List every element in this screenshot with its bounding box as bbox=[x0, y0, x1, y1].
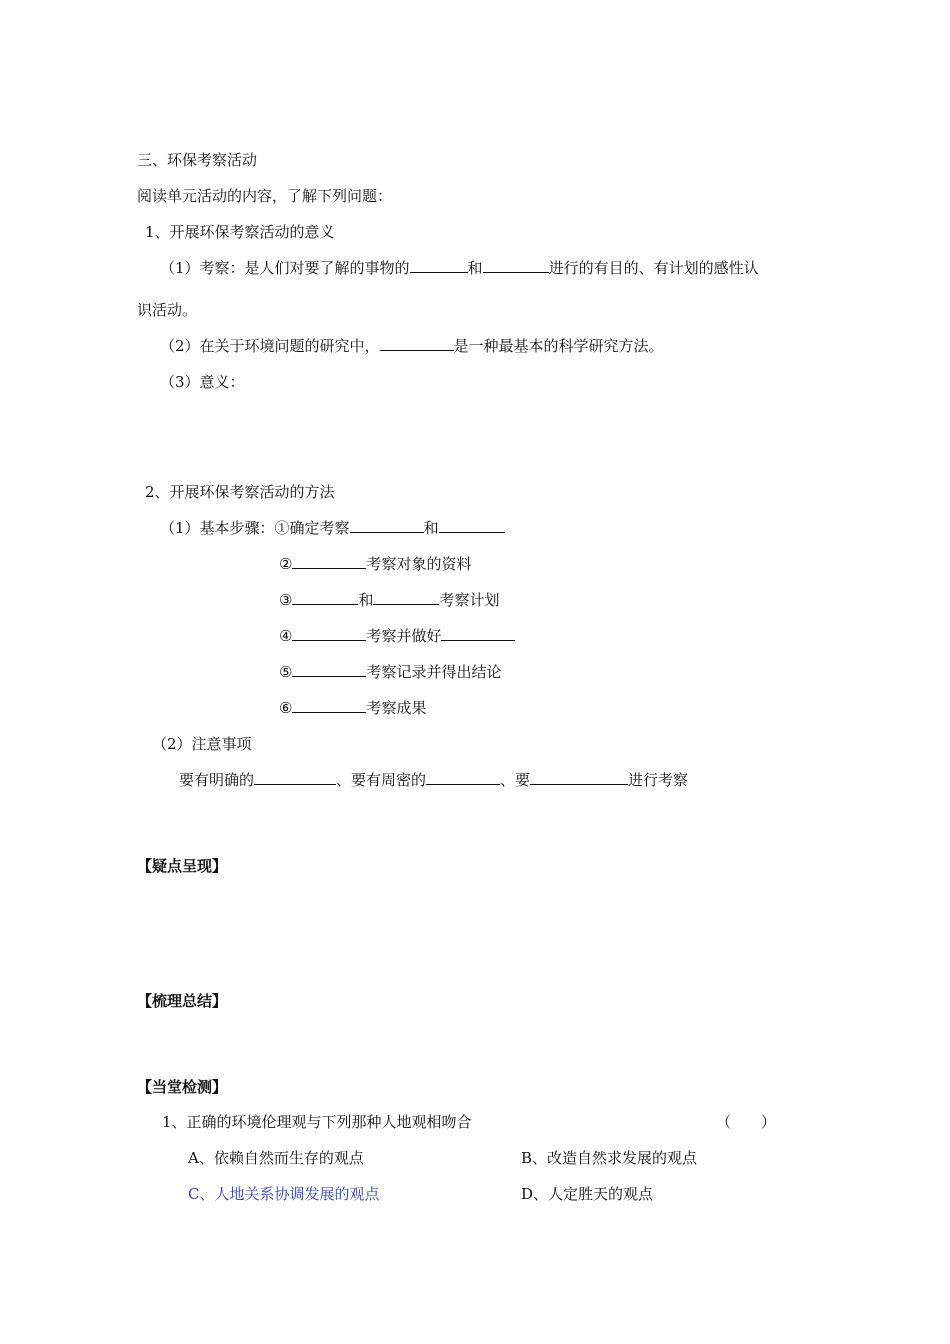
notes-label: （2）注意事项 bbox=[152, 735, 252, 753]
notes-blank-2 bbox=[426, 770, 500, 785]
item2-title: 2、开展环保考察活动的方法 bbox=[145, 483, 335, 501]
step4-blank-2 bbox=[441, 626, 515, 641]
item1-q3: （3）意义： bbox=[160, 373, 245, 391]
summary-heading: 【梳理总结】 bbox=[137, 992, 228, 1010]
q1-blank-2 bbox=[483, 258, 549, 273]
option-b: B、改造自然求发展的观点 bbox=[521, 1149, 698, 1167]
steps-label: （1）基本步骤： bbox=[160, 519, 275, 537]
intro-text: 阅读单元活动的内容，了解下列问题： bbox=[137, 187, 393, 205]
step6-num: ⑥ bbox=[279, 699, 293, 717]
notes-text-d: 进行考察 bbox=[628, 771, 689, 789]
q2-text-b: 是一种最基本的科学研究方法。 bbox=[453, 337, 664, 355]
step-4 bbox=[279, 626, 515, 646]
step6-blank bbox=[292, 698, 366, 713]
doubts-heading: 【疑点呈现】 bbox=[137, 857, 228, 875]
step1-text-a: ①确定考察 bbox=[274, 519, 350, 537]
section-heading: 三、环保考察活动 bbox=[137, 151, 258, 169]
step5-blank bbox=[292, 662, 366, 677]
step4-blank-1 bbox=[292, 626, 366, 641]
notes-blank-3 bbox=[530, 770, 628, 785]
q1-text-c: 进行的有目的、有计划的感性认 bbox=[548, 259, 759, 277]
step-6 bbox=[279, 698, 426, 718]
step-1 bbox=[160, 518, 505, 538]
option-d: D、人定胜天的观点 bbox=[521, 1185, 654, 1203]
notes-line bbox=[179, 770, 688, 790]
step-3 bbox=[279, 590, 499, 610]
step3-mid: 和 bbox=[358, 591, 374, 609]
notes-blank-1 bbox=[254, 770, 336, 785]
q2-blank bbox=[380, 336, 454, 351]
step5-text: 考察记录并得出结论 bbox=[366, 663, 502, 681]
notes-text-a: 要有明确的 bbox=[179, 771, 255, 789]
step1-blank-2 bbox=[439, 518, 505, 533]
option-a: A、依赖自然而生存的观点 bbox=[188, 1149, 364, 1167]
q1-text-a: （1）考察：是人们对要了解的事物的 bbox=[160, 259, 410, 277]
step1-text-b: 和 bbox=[423, 519, 439, 537]
item1-q2 bbox=[160, 336, 664, 356]
step3-num: ③ bbox=[279, 591, 293, 609]
step2-blank bbox=[292, 554, 366, 569]
step1-blank-1 bbox=[350, 518, 424, 533]
answer-parentheses: （ ） bbox=[716, 1113, 777, 1131]
question1-stem: 1、正确的环境伦理观与下列那种人地观相吻合 bbox=[162, 1113, 472, 1131]
step6-text: 考察成果 bbox=[366, 699, 427, 717]
item1-q1 bbox=[160, 258, 759, 278]
step3-blank-2 bbox=[373, 590, 439, 605]
step5-num: ⑤ bbox=[279, 663, 293, 681]
step3-text: 考察计划 bbox=[439, 591, 500, 609]
step-5 bbox=[279, 662, 501, 682]
step3-blank-1 bbox=[292, 590, 358, 605]
item1-title: 1、开展环保考察活动的意义 bbox=[145, 223, 335, 241]
notes-text-b: 、要有周密的 bbox=[336, 771, 427, 789]
q1-blank-1 bbox=[410, 258, 468, 273]
step-2 bbox=[279, 554, 471, 574]
step4-num: ④ bbox=[279, 627, 293, 645]
step2-text: 考察对象的资料 bbox=[366, 555, 472, 573]
test-heading: 【当堂检测】 bbox=[137, 1078, 228, 1096]
step4-text: 考察并做好 bbox=[366, 627, 442, 645]
option-c: C、人地关系协调发展的观点 bbox=[188, 1185, 380, 1203]
step2-num: ② bbox=[279, 555, 293, 573]
item1-q1-cont: 识活动。 bbox=[137, 301, 198, 319]
q1-text-b: 和 bbox=[467, 259, 483, 277]
q2-text-a: （2）在关于环境问题的研究中， bbox=[160, 337, 380, 355]
notes-text-c: 、要 bbox=[500, 771, 531, 789]
